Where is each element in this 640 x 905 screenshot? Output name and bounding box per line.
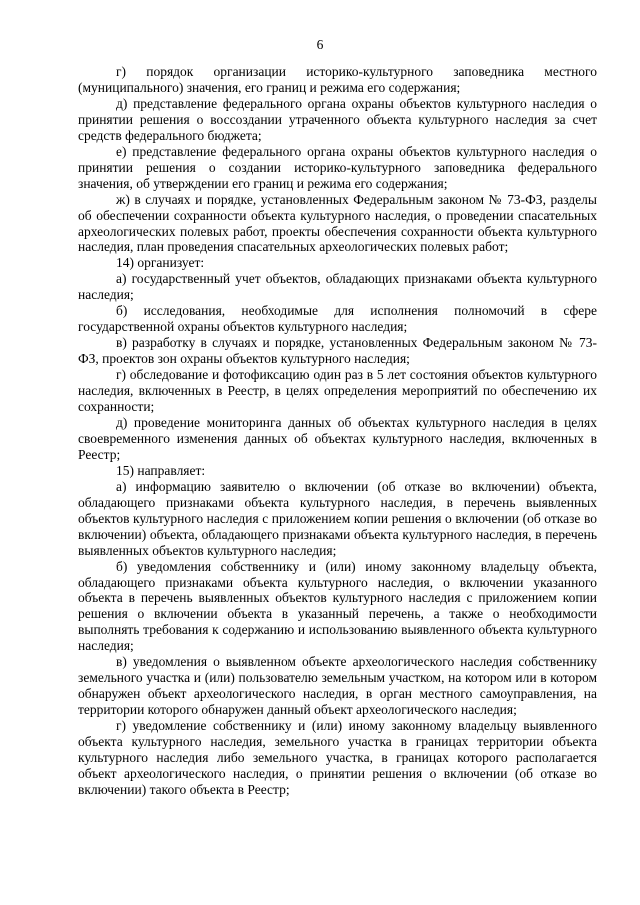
paragraph-13d: д) представление федерального органа охраны объектов культурного наследия о принятии решения о воссоздании утраченного объекта культурного наследия за счет средств федерального бюджета; — [78, 95, 597, 143]
paragraph-15a: а) информацию заявителю о включении (об отказе во включении) объекта, обладающего признаками объекта культурного наследия, в перечень выявленных объектов культурного наследия с приложением копии решения о включении (об отказе во включении) объекта, обладающего признаками объекта культурного наследия, в перечень выявленных объектов культурного наследия; — [78, 478, 597, 558]
paragraph-13zh: ж) в случаях и порядке, установленных Федеральным законом № 73-ФЗ, разделы об обеспечении сохранности объекта культурного наследия, о проведении спасательных археологических полевых работ, проекты обеспечения сохранности объекта культурного наследия, план проведения спасательных археологических полевых работ; — [78, 191, 597, 255]
paragraph-13e: е) представление федерального органа охраны объектов культурного наследия о принятии решения о создании историко-культурного заповедника федерального значения, об утверждении его границ и режима его содержания; — [78, 143, 597, 191]
document-body — [78, 64, 597, 798]
paragraph-14v: в) разработку в случаях и порядке, установленных Федеральным законом № 73-ФЗ, проектов зон охраны объектов культурного наследия; — [78, 335, 597, 367]
paragraph-14b: б) исследования, необходимые для исполнения полномочий в сфере государственной охраны объектов культурного наследия; — [78, 303, 597, 335]
paragraph-14g: г) обследование и фотофиксацию один раз в 5 лет состояния объектов культурного наследия, включенных в Реестр, в целях определения мероприятий по обеспечению их сохранности; — [78, 367, 597, 415]
page-number: 6 — [316, 37, 324, 52]
paragraph-14-heading: 14) организует: — [116, 255, 205, 271]
paragraph-14d: д) проведение мониторинга данных об объектах культурного наследия в целях своевременного изменения данных об объектах культурного наследия, включенных в Реестр; — [78, 414, 597, 462]
paragraph-15b: б) уведомления собственнику и (или) иному законному владельцу объекта, обладающего признаками объекта культурного наследия, о включении указанного объекта в перечень выявленных объектов культурного наследия с приложением копии решения о включении объекта в указанный перечень, а также о необходимости выполнять требования к содержанию и использованию выявленного объекта культурного наследия; — [78, 558, 597, 654]
paragraph-14a: а) государственный учет объектов, обладающих признаками объекта культурного наследия; — [78, 271, 597, 303]
paragraph-15v: в) уведомления о выявленном объекте археологического наследия собственнику земельного участка и (или) пользователю земельным участком, на котором или в котором обнаружен объект археологического наследия, в орган местного самоуправления, на территории которого обнаружен данный объект археологического наследия; — [78, 654, 597, 718]
paragraph-15-heading: 15) направляет: — [116, 462, 206, 478]
paragraph-13g: г) порядок организации историко-культурного заповедника местного (муниципального) значения, его границ и режима его содержания; — [78, 64, 597, 95]
paragraph-15g: г) уведомление собственнику и (или) иному законному владельцу выявленного объекта культурного наследия, земельного участка в границах территории объекта культурного наследия либо земельного участка, в границах которого располагается объект археологического наследия, о принятии решения о включении (об отказе во включении) такого объекта в Реестр; — [78, 718, 597, 797]
